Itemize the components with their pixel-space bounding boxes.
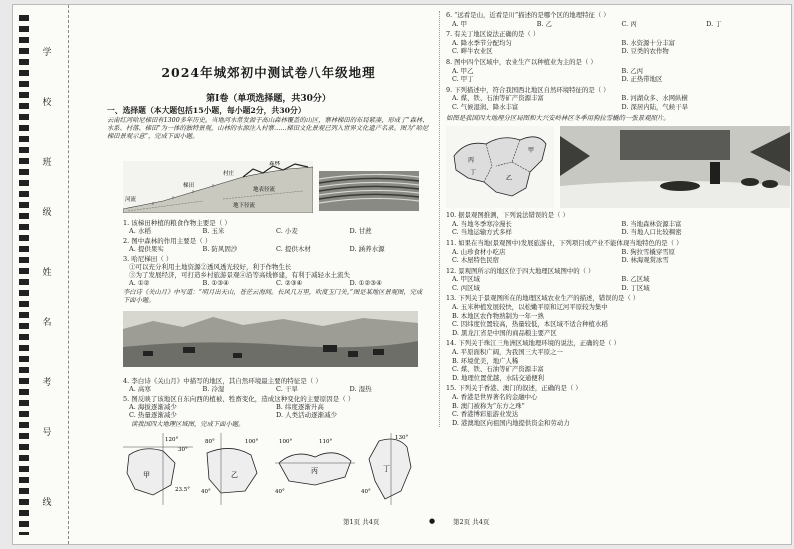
option-b[interactable]: B. 狗拉雪橇穿雪原 xyxy=(621,247,675,256)
option-b[interactable]: B. 本地区农作物熟制为一年一熟 xyxy=(452,311,544,320)
question-stem: 6. “远看是山，近看是川”描述的是哪个区的地理特征（ ） xyxy=(446,11,610,19)
terrace-diagram xyxy=(123,161,313,213)
page-number-left: 第1页 共4页 xyxy=(343,518,380,526)
binding-label: 校 xyxy=(42,98,52,108)
label-ground-runoff: 地下径流 xyxy=(233,203,256,209)
region-label-ding: 丁 xyxy=(383,465,390,473)
question-15 xyxy=(446,384,791,427)
tick-label: 23.5° xyxy=(175,487,190,493)
question-stem: 14. 下列关于珠江三角洲区域地理环境的说法，正确的是（ ） xyxy=(446,339,620,348)
binding-label: 名 xyxy=(42,318,52,328)
option-a[interactable]: A. 煤、铁、石油等矿产资源丰富 xyxy=(452,94,544,103)
binding-label: 考 xyxy=(42,378,52,388)
option-d[interactable]: D. 豆类的农作物 xyxy=(621,47,669,56)
question-stem: 4. 李白诗《关山月》中描写的地区，其自然环境最主要的特征是（ ） xyxy=(123,377,322,385)
tick-label: 30° xyxy=(178,447,188,453)
question-stem: 11. 如果在当地(景观图中)发展旅游业，下列项目或产业不能体现当地特色的是（ ） xyxy=(446,238,683,247)
intro-paragraph: 云南红河哈尼梯田有1300多年历史。当地河水常发源于高山森林覆盖的山区，寨林梯田的布局紧凑，形成了“森林、水系、村落、梯田”为一体的独特景观，山林的水源注入村寨……梯田文化景观已列入世界文化遗产名录。图为“哈尼梯田景观示意”，完成下面小题。 xyxy=(107,117,429,141)
option-d[interactable]: D. 林海观赏冰雪 xyxy=(621,256,669,265)
binding-margin xyxy=(13,5,69,544)
exam-sheet xyxy=(12,4,792,545)
option-c[interactable]: C. 小麦 xyxy=(276,227,298,235)
option-b[interactable]: B. 冷湿 xyxy=(202,385,225,393)
option-b[interactable]: B. 防风固沙 xyxy=(202,245,238,253)
question-stem: 13. 下列关于景观图所在的地理区域农业生产的描述，错误的是（ ） xyxy=(446,294,640,303)
option-b[interactable]: B. 当地森林资源丰富 xyxy=(621,219,682,228)
tick-label: 40° xyxy=(201,489,211,495)
part-title: 第Ⅰ卷（单项选择题，共30分） xyxy=(206,94,331,104)
option-c[interactable]: C. ②③④ xyxy=(276,279,303,287)
figure-row xyxy=(446,126,791,208)
map-yi xyxy=(201,433,258,505)
option-d[interactable]: D. 黑龙江省是中国的商品粮主要产区 xyxy=(452,328,557,337)
question-stem: 2. 图中森林的作用主要是（ ） xyxy=(123,237,212,245)
right-column xyxy=(439,11,791,427)
option-c[interactable]: C. 干旱 xyxy=(276,385,298,393)
question-8 xyxy=(446,58,791,84)
tick-label: 110° xyxy=(319,439,333,445)
option-b[interactable]: B. 水资源十分丰富 xyxy=(621,38,675,47)
question-10 xyxy=(446,211,791,237)
option-a[interactable]: A. 高寒 xyxy=(129,385,151,393)
option-d[interactable]: D. 人类活动逐渐减少 xyxy=(276,411,338,419)
question-14 xyxy=(446,339,791,382)
tick-label: 80° xyxy=(205,439,215,445)
page-number-right: 第2页 共4页 xyxy=(453,518,490,526)
option-a[interactable]: A. 玉米种植发展较快，以松嫩平原和辽河平原较为集中 xyxy=(452,303,608,312)
option-d[interactable]: D. 丁 xyxy=(706,19,722,28)
question-stem: 1. 该梯田种植的粮食作物主要是（ ） xyxy=(123,219,231,227)
question-1 xyxy=(123,219,423,235)
intro-paragraph: 读我国四大地理区域图，完成下面小题。 xyxy=(131,421,245,428)
option-c[interactable]: C. 当地运输方式多样 xyxy=(452,228,512,237)
question-12 xyxy=(446,267,791,293)
tick-label: 120° xyxy=(165,437,179,443)
option-c[interactable]: C. 香港博彩旅游业发达 xyxy=(452,410,519,419)
question-stem: 3. 哈尼梯田（ ） xyxy=(123,255,173,263)
option-c[interactable]: C. 丙区域 xyxy=(452,283,480,292)
question-2 xyxy=(123,237,423,253)
page-divider-dot: ● xyxy=(429,517,436,525)
option-a[interactable]: A. 水稻 xyxy=(129,227,151,235)
landscape-photo xyxy=(123,311,418,367)
question-stem: 7. 有关丁地区说法正确的是（ ） xyxy=(446,30,540,39)
binding-strip xyxy=(19,15,29,535)
question-stem: 8. 图中四个区域中，农业生产以种植业为主的是（ ） xyxy=(446,57,597,66)
option-a[interactable]: A. 甲区域 xyxy=(452,275,480,284)
option-c[interactable]: C. 因纬度位置较高，热量较低，本区域不适合种植水稻 xyxy=(452,320,608,329)
map-ding xyxy=(361,433,411,505)
binding-label: 班 xyxy=(42,158,52,168)
option-a[interactable]: A. 降水季节分配均匀 xyxy=(452,38,512,47)
option-b[interactable]: B. 环境优美，地广人稀 xyxy=(452,356,519,365)
label-village: 村庄 xyxy=(223,171,235,177)
label-forest: 森林 xyxy=(269,161,281,167)
tick-label: 40° xyxy=(361,489,371,495)
map-region-label: 甲 xyxy=(528,147,535,155)
tick-label: 100° xyxy=(279,439,293,445)
option-d[interactable]: D. 地理位置优越，水陆交通便利 xyxy=(452,373,545,382)
option-d[interactable]: D. 正热带地区 xyxy=(621,75,663,84)
binding-label: 级 xyxy=(42,208,52,218)
option-d[interactable]: D. 港澳地区向祖国内地提供资金和劳动力 xyxy=(452,418,570,427)
question-11 xyxy=(446,239,791,265)
label-terrace: 梯田 xyxy=(183,183,195,189)
binding-label: 号 xyxy=(42,428,52,438)
question-3 xyxy=(123,255,423,287)
question-7 xyxy=(446,30,791,56)
option-a[interactable]: A. ①② xyxy=(129,279,150,287)
option-d[interactable]: D. 当地人口比较稠密 xyxy=(621,228,682,237)
option-a[interactable]: A. 山珍食材小吃店 xyxy=(452,247,506,256)
tick-label: 40° xyxy=(275,489,285,495)
label-surface-runoff: 地表径流 xyxy=(253,187,276,193)
option-c[interactable]: C. 煤、铁、石油等矿产资源丰富 xyxy=(452,365,544,374)
option-b[interactable]: B. 澳门被称为“东方之珠” xyxy=(452,401,525,410)
option-b[interactable]: B. 河湖众多、水网纵横 xyxy=(621,94,688,103)
map-jia xyxy=(123,433,193,505)
intro-paragraph: 如图是我国四大地理分区局图和大兴安岭林区冬季用狗拉雪橇的一张景观照片。 xyxy=(446,113,670,122)
option-a[interactable]: A. 当地冬季寒冷漫长 xyxy=(452,219,512,228)
china-region-map xyxy=(446,126,554,208)
option-a[interactable]: A. 平原面积广阔，为我国三大平原之一 xyxy=(452,348,563,357)
terrace-photo xyxy=(319,171,419,211)
tick-label: 100° xyxy=(245,439,259,445)
region-label-bing: 丙 xyxy=(311,467,318,475)
question-stem: 15. 下列关于香港、澳门的叙述，正确的是（ ） xyxy=(446,384,582,393)
region-label-jia: 甲 xyxy=(143,471,150,479)
label-river: 河流 xyxy=(125,197,137,203)
option-d[interactable]: D. 深居内陆，气候干旱 xyxy=(621,102,688,111)
four-region-maps xyxy=(123,433,423,513)
exam-title: 2024年城郊初中测试卷八年级地理 xyxy=(161,65,376,80)
option-b[interactable]: B. 玉米 xyxy=(202,227,225,235)
option-a[interactable]: A. 甲乙 xyxy=(452,66,474,75)
question-5 xyxy=(123,395,423,419)
intro-paragraph: 李白诗《关山月》中写道：“明月出天山，苍茫云海间。长风几万里，吹度玉门关。”图是某地区景观图，完成下面小题。 xyxy=(123,289,423,305)
option-c[interactable]: C. 丙 xyxy=(621,19,637,28)
option-d[interactable]: D. 涵养水源 xyxy=(349,245,385,253)
option-d[interactable]: D. 湿热 xyxy=(349,385,372,393)
question-13 xyxy=(446,294,791,337)
option-a[interactable]: A. 提供果实 xyxy=(129,245,164,253)
option-d[interactable]: D. 甘蔗 xyxy=(349,227,372,235)
option-c[interactable]: C. 热量逐渐减少 xyxy=(129,411,177,419)
option-b[interactable]: B. 乙区域 xyxy=(621,275,650,284)
dog-sled-photo xyxy=(560,126,790,208)
question-stem: 10. 据景观图推测，下列说法错误的是（ ） xyxy=(446,211,569,220)
tick-label: 130° xyxy=(395,435,409,441)
option-b[interactable]: B. ①③④ xyxy=(202,279,229,287)
question-9 xyxy=(446,86,791,112)
statement: ①可以充分利用土地资源②透风透光较好，利于作物生长 xyxy=(129,263,292,271)
option-c[interactable]: C. 提供木材 xyxy=(276,245,311,253)
question-stem: 5. 图反映了该地区自东向西的植被、牲畜变化，造成这种变化的主要原因是（ ） xyxy=(123,395,355,403)
option-b[interactable]: B. 乙丙 xyxy=(621,66,644,75)
binding-label: 线 xyxy=(42,498,52,508)
question-4 xyxy=(123,377,423,393)
option-b[interactable]: B. 乙 xyxy=(536,19,552,28)
map-bing xyxy=(275,439,355,495)
option-b[interactable]: B. 纬度逐渐升高 xyxy=(276,403,324,411)
option-c[interactable]: C. 甲丁 xyxy=(452,75,474,84)
option-d[interactable]: D. ①②③④ xyxy=(349,279,382,287)
option-c[interactable]: C. 畔牛农业区 xyxy=(452,47,493,56)
map-region-label: 丁 xyxy=(470,169,477,177)
question-stem: 12. 景观图所示的地区位于四大地理区域图中的（ ） xyxy=(446,266,595,275)
option-a[interactable]: A. 香港是世界著名的金融中心 xyxy=(452,393,538,401)
option-a[interactable]: A. 甲 xyxy=(452,19,468,28)
question-stem: 9. 下列描述中，符合我国西北地区自然环境特征的是（ ） xyxy=(446,85,610,94)
option-a[interactable]: A. 海拔逐渐减少 xyxy=(129,403,177,411)
question-6 xyxy=(446,11,791,28)
binding-label: 学 xyxy=(42,48,52,58)
binding-label: 姓 xyxy=(42,268,52,278)
map-region-label: 乙 xyxy=(506,175,513,183)
option-c[interactable]: C. 木屋特色民宿 xyxy=(452,256,500,265)
region-label-yi: 乙 xyxy=(231,471,238,479)
option-d[interactable]: D. 丁区域 xyxy=(621,283,650,292)
statement: ③为了发展经济，可打造乡村旅游景观④沿等高线修建，有利于减轻水土流失 xyxy=(129,271,350,279)
map-region-label: 丙 xyxy=(468,157,475,165)
section-title: 一、选择题（本大题包括15小题，每小题2分，共30分） xyxy=(107,106,306,115)
option-c[interactable]: C. 气候湿润、降水丰富 xyxy=(452,102,519,111)
